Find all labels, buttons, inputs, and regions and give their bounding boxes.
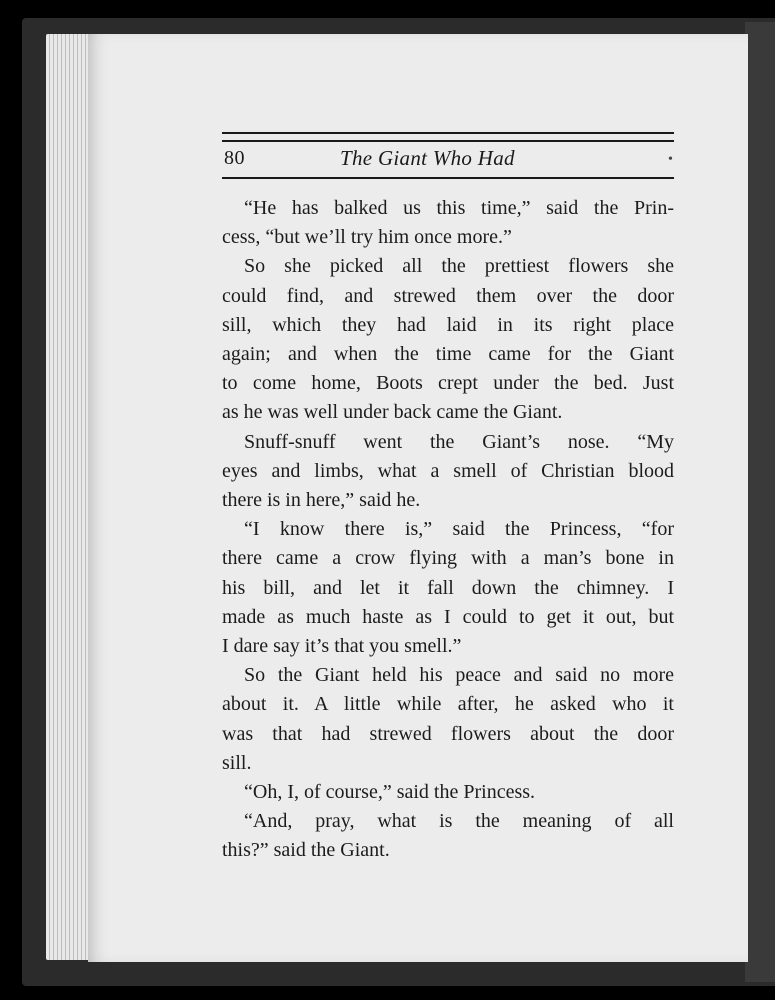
text-line: there is in here,” said he. <box>222 489 421 512</box>
paragraph <box>222 515 674 661</box>
text-line: to come home, Boots crept under the bed. Just <box>222 372 674 395</box>
header-rule-bottom <box>222 177 674 179</box>
paragraph <box>222 252 674 427</box>
book-cover-edge <box>745 22 775 982</box>
text-line: his bill, and let it fall down the chimney. I <box>222 576 674 599</box>
text-line: could find, and strewed them over the door <box>222 284 674 307</box>
text-line: I dare say it’s that you smell.” <box>222 635 462 658</box>
page-body <box>222 194 674 866</box>
text-line: there came a crow flying with a man’s bone in <box>222 547 674 570</box>
page-number: 80 <box>224 147 245 169</box>
header-rule-second <box>222 140 674 142</box>
paragraph <box>222 428 674 516</box>
paragraph <box>222 778 674 807</box>
text-line: “I know there is,” said the Princess, “for <box>244 518 674 541</box>
text-line: “Oh, I, of course,” said the Princess. <box>244 781 536 804</box>
paragraph <box>222 661 674 778</box>
running-title: The Giant Who Had <box>340 146 515 170</box>
text-line: was that had strewed flowers about the door <box>222 722 674 745</box>
text-line: cess, “but we’ll try him once more.” <box>222 226 512 249</box>
text-line: So the Giant held his peace and said no more <box>244 664 674 687</box>
text-line: sill. <box>222 751 252 774</box>
text-line: about it. A little while after, he asked who it <box>222 693 674 716</box>
header-rule-top <box>222 132 674 134</box>
text-line: made as much haste as I could to get it out, but <box>222 605 674 628</box>
page-blemish: • <box>668 152 673 167</box>
paragraph <box>222 194 674 252</box>
text-line: “He has balked us this time,” said the Prin- <box>244 197 674 219</box>
text-line: So she picked all the prettiest flowers she <box>244 255 674 278</box>
text-line: sill, which they had laid in its right place <box>222 313 674 336</box>
paragraph <box>222 807 674 865</box>
text-line: Snuff-snuff went the Giant’s nose. “My <box>244 430 674 453</box>
text-line: as he was well under back came the Giant. <box>222 401 563 424</box>
text-line: “And, pray, what is the meaning of all <box>244 810 674 833</box>
text-line: this?” said the Giant. <box>222 839 390 862</box>
text-line: again; and when the time came for the Giant <box>222 343 674 366</box>
text-line: eyes and limbs, what a smell of Christian blood <box>222 459 674 482</box>
